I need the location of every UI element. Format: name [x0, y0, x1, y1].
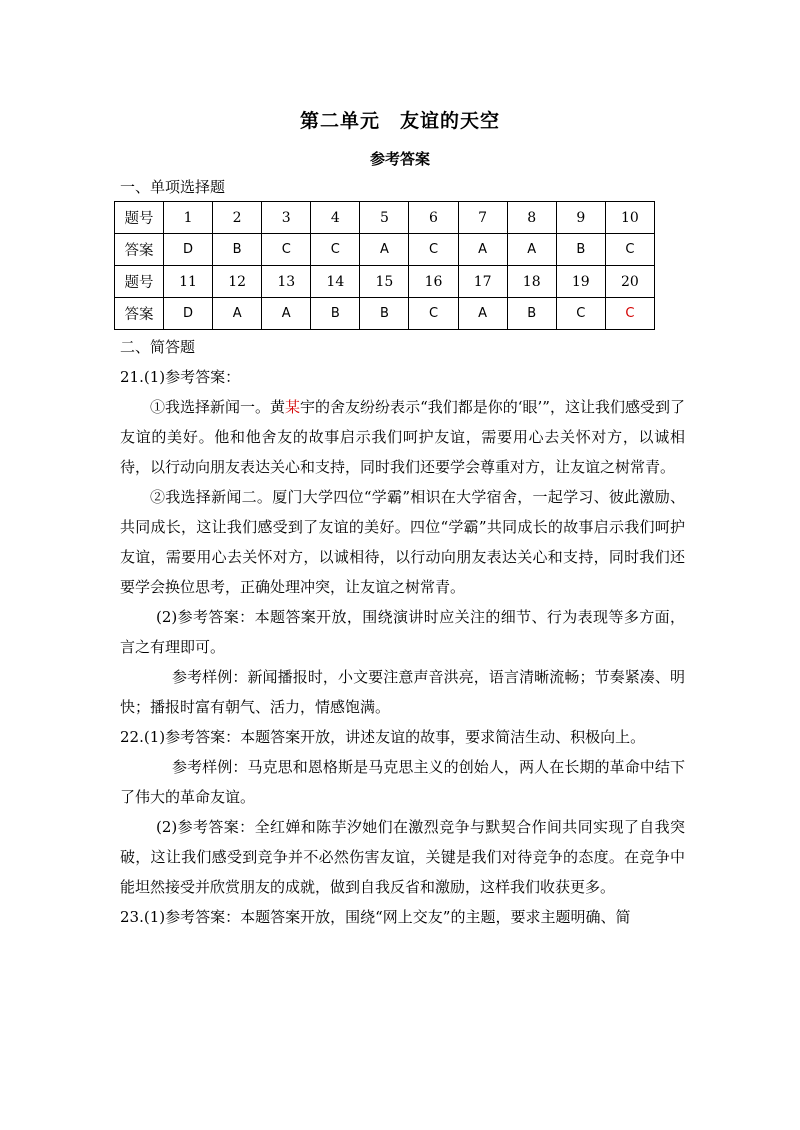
- answer-cell: D: [164, 234, 213, 266]
- question-number: 5: [360, 202, 409, 234]
- answer-cell: C: [605, 234, 654, 266]
- question-number: 16: [409, 266, 458, 298]
- q21-1-option-1-text-rest: 宇的舍友纷纷表示“我们都是你的‘眼’”，这让我们感受到了友谊的美好。他和他舍友的故事启示我们呵护友谊，需要用心去关怀对方，以诚相待，以行动向朋友表达关心和支持，同时我们还要学会尊重对方，让友谊之树常青。: [120, 398, 685, 476]
- table-row-answers-2: [115, 298, 655, 330]
- q21-1-option-1: [120, 392, 685, 482]
- q22-1-sample: 参考样例：马克思和恩格斯是马克思主义的创始人，两人在长期的革命中结下了伟大的革命友谊。: [120, 758, 685, 806]
- question-number: 14: [311, 266, 360, 298]
- question-number: 6: [409, 202, 458, 234]
- section-heading-short-answer: 二、简答题: [120, 338, 196, 356]
- table-row-numbers-1: [115, 202, 655, 234]
- question-number: 12: [213, 266, 262, 298]
- answer-cell: A: [360, 234, 409, 266]
- question-number: 17: [458, 266, 507, 298]
- question-number: 4: [311, 202, 360, 234]
- question-number: 15: [360, 266, 409, 298]
- row-label-question: 题号: [115, 202, 164, 234]
- answer-body: [120, 362, 685, 932]
- q21-2-answer: (2)参考答案：本题答案开放，围绕演讲时应关注的细节、行为表现等多方面，言之有理即可。: [120, 608, 685, 656]
- q22-1-answer: 22.(1)参考答案：本题答案开放，讲述友谊的故事，要求简洁生动、积极向上。: [120, 728, 646, 746]
- row-label-answer: 答案: [115, 298, 164, 330]
- answer-cell: D: [164, 298, 213, 330]
- answer-cell: C: [311, 234, 360, 266]
- answer-cell: B: [213, 234, 262, 266]
- question-number: 13: [262, 266, 311, 298]
- answer-cell: C: [409, 298, 458, 330]
- answer-cell: C: [262, 234, 311, 266]
- question-number: 20: [605, 266, 654, 298]
- answer-cell: A: [458, 298, 507, 330]
- row-label-answer: 答案: [115, 234, 164, 266]
- question-number: 9: [556, 202, 605, 234]
- answer-table: [114, 201, 655, 330]
- question-number: 19: [556, 266, 605, 298]
- answer-cell: A: [458, 234, 507, 266]
- question-number: 7: [458, 202, 507, 234]
- q22-2-answer: (2)参考答案：全红婵和陈芋汐她们在激烈竞争与默契合作间共同实现了自我突破，这让我们感受到竞争并不必然伤害友谊，关键是我们对待竞争的态度。在竞争中能坦然接受并欣赏朋友的成就，做到自我反省和激励，这样我们收获更多。: [120, 818, 685, 896]
- question-number: 2: [213, 202, 262, 234]
- q23-1-answer: 23.(1)参考答案：本题答案开放，围绕“网上交友”的主题，要求主题明确、简: [120, 908, 631, 926]
- q21-2-sample: 参考样例：新闻播报时，小文要注意声音洪亮，语言清晰流畅；节奏紧凑、明快；播报时富有朝气、活力，情感饱满。: [120, 668, 685, 716]
- q21-1-label: 21.(1)参考答案：: [120, 368, 241, 386]
- answer-cell: B: [556, 234, 605, 266]
- section-heading-choice: 一、单项选择题: [120, 178, 226, 196]
- answer-cell: C: [556, 298, 605, 330]
- answer-cell: B: [311, 298, 360, 330]
- question-number: 3: [262, 202, 311, 234]
- table-row-numbers-2: [115, 266, 655, 298]
- answer-cell-highlighted: C: [605, 298, 654, 330]
- answer-cell: A: [213, 298, 262, 330]
- page-subtitle: 参考答案: [369, 150, 430, 168]
- answer-cell: A: [507, 234, 556, 266]
- highlighted-character: 某: [285, 398, 301, 416]
- answer-cell: B: [507, 298, 556, 330]
- row-label-question: 题号: [115, 266, 164, 298]
- question-number: 8: [507, 202, 556, 234]
- answer-cell: B: [360, 298, 409, 330]
- question-number: 18: [507, 266, 556, 298]
- page-title: 第二单元 友谊的天空: [299, 110, 500, 132]
- answer-cell: A: [262, 298, 311, 330]
- q21-1-option-1-text: ①我选择新闻一。黄: [150, 398, 286, 416]
- q21-1-option-2: ②我选择新闻二。厦门大学四位“学霸”相识在大学宿舍，一起学习、彼此激励、共同成长，这让我们感受到了友谊的美好。四位“学霸”共同成长的故事启示我们呵护友谊，需要用心去关怀对方，以诚相待，以行动向朋友表达关心和支持，同时我们还要学会换位思考，正确处理冲突，让友谊之树常青。: [120, 488, 685, 596]
- question-number: 10: [605, 202, 654, 234]
- answer-cell: C: [409, 234, 458, 266]
- question-number: 11: [164, 266, 213, 298]
- question-number: 1: [164, 202, 213, 234]
- table-row-answers-1: [115, 234, 655, 266]
